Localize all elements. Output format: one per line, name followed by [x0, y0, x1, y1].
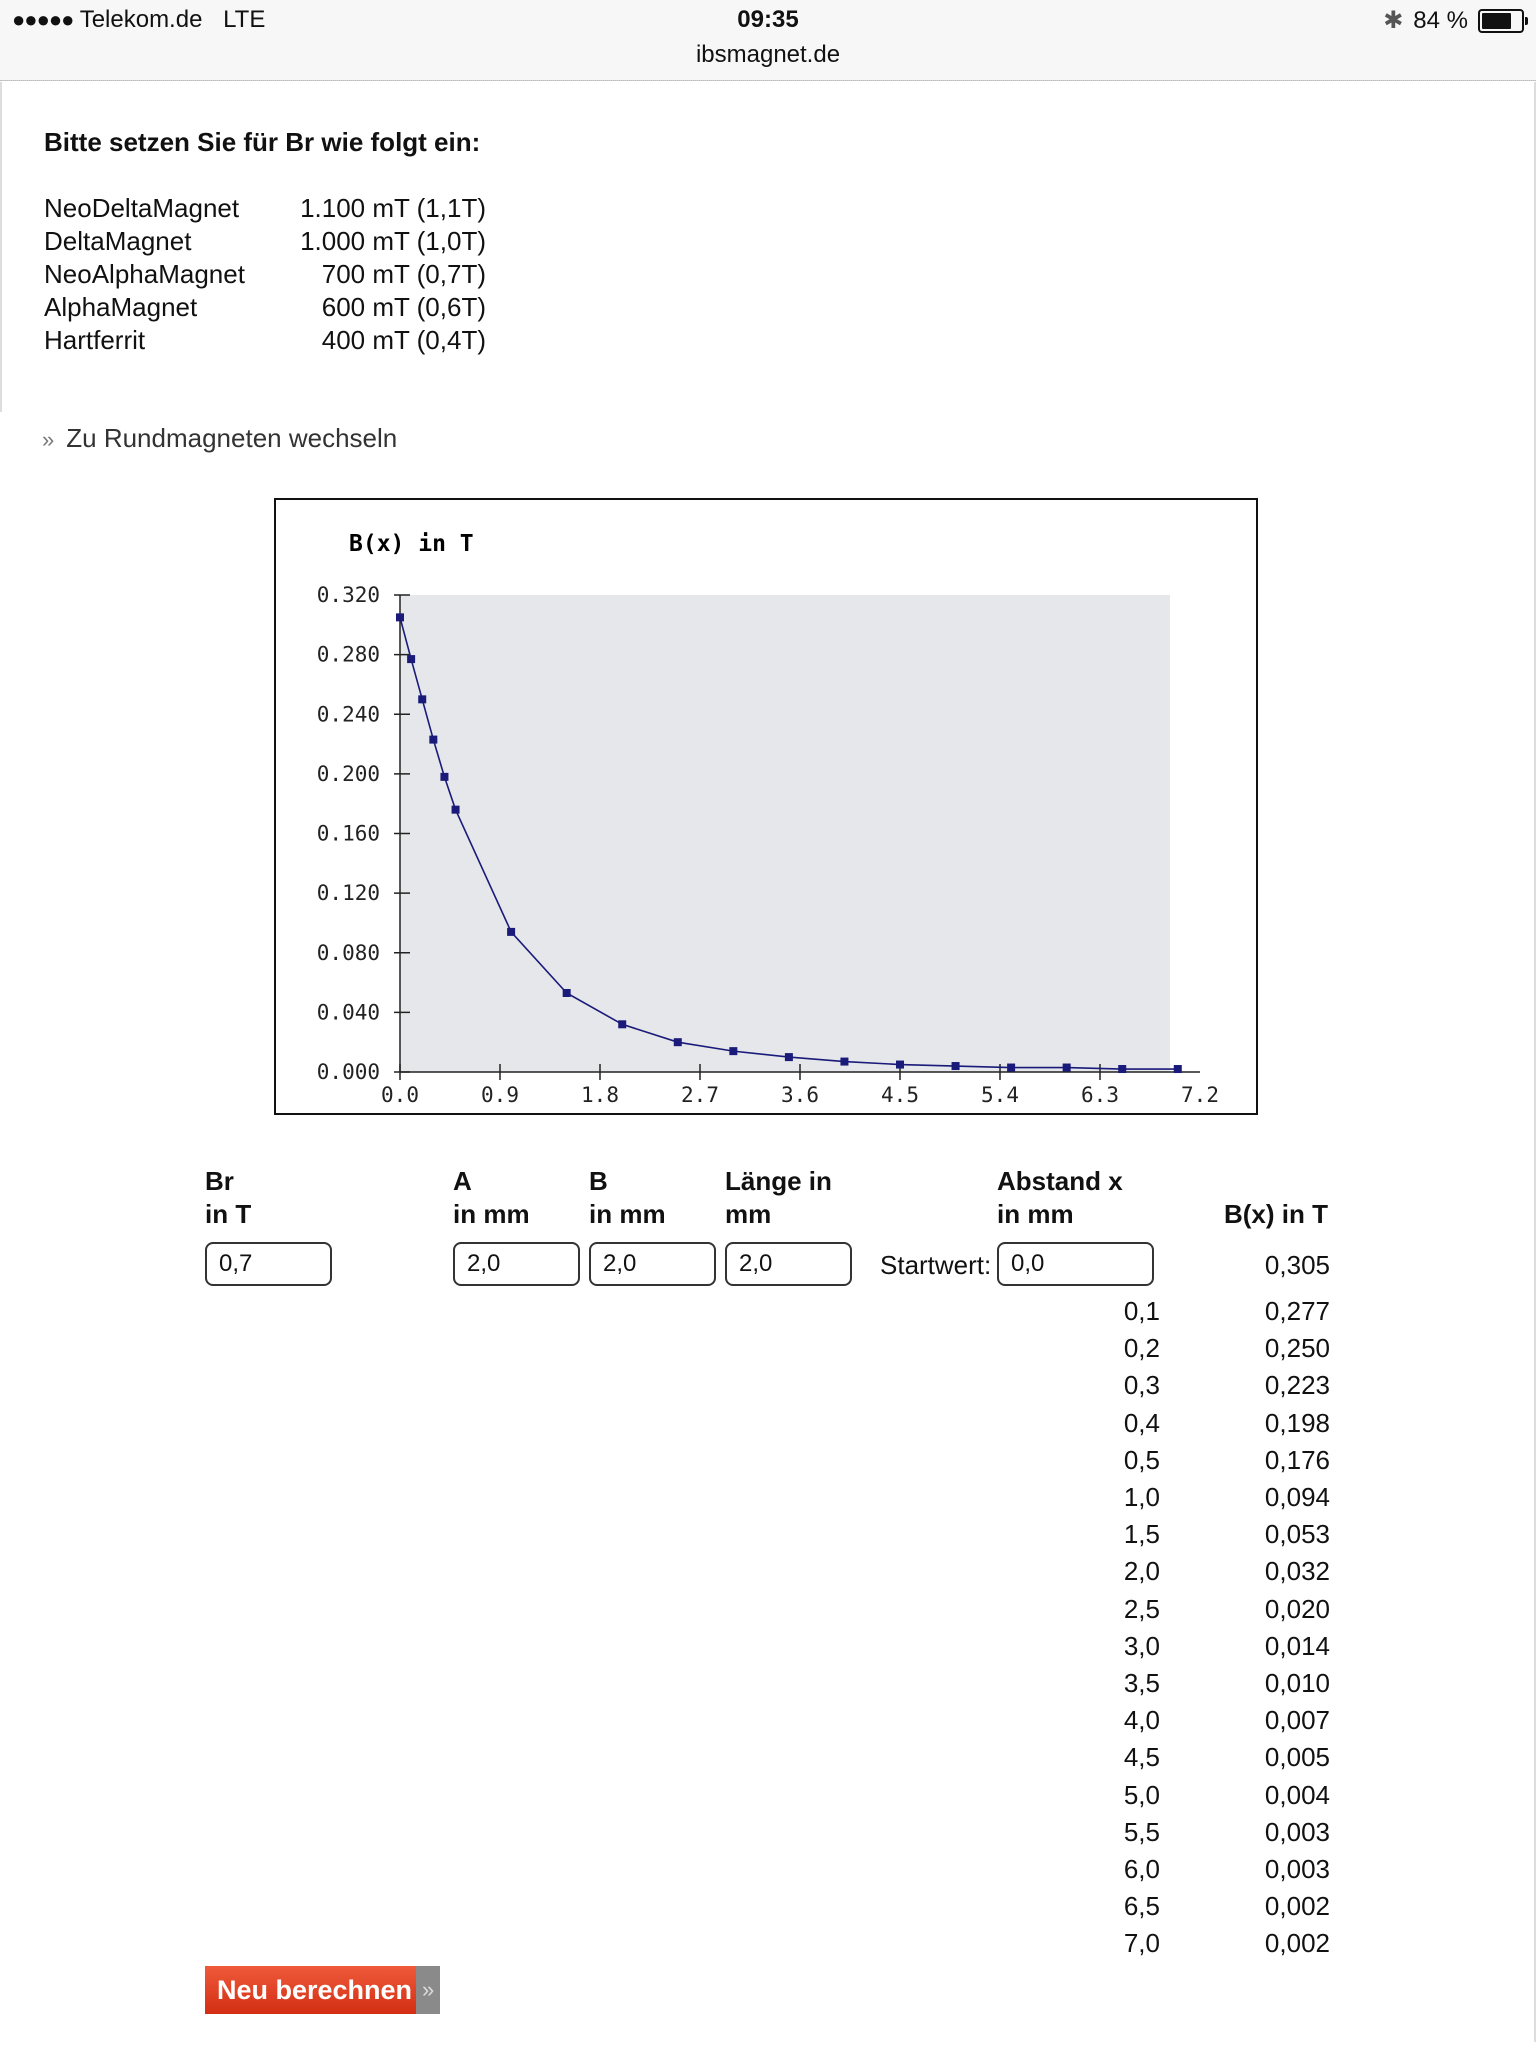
field-strength-chart	[274, 498, 1258, 1115]
br-instructions-title: Bitte setzen Sie für Br wie folgt ein:	[44, 127, 481, 157]
result-field-value: 0,053	[1264, 1519, 1330, 1550]
double-chevron-right-icon: »	[42, 427, 55, 452]
result-field-value: 0,004	[1264, 1779, 1330, 1810]
y-tick-label: 0.200	[316, 761, 380, 786]
result-distance: 3,0	[1123, 1630, 1160, 1661]
result-field-value: 0,002	[1264, 1891, 1330, 1922]
material-br-value: 700 mT (0,7T)	[321, 259, 486, 289]
result-distance: 0,3	[1123, 1370, 1160, 1401]
b-header-line1: B	[589, 1166, 608, 1196]
material-name: NeoAlphaMagnet	[44, 259, 245, 289]
length-header	[725, 1165, 832, 1231]
x-tick-label: 3.6	[781, 1083, 819, 1107]
length-input[interactable]	[725, 1242, 852, 1286]
data-point	[1063, 1064, 1071, 1072]
x-tick-label: 7.2	[1181, 1083, 1219, 1107]
x-tick-label: 1.8	[581, 1083, 619, 1107]
first-result-value: 0,305	[1264, 1250, 1330, 1280]
start-distance-input[interactable]	[997, 1242, 1154, 1286]
status-right	[1383, 6, 1524, 35]
data-point	[407, 655, 415, 663]
y-tick-label: 0.160	[316, 821, 380, 846]
material-br-value: 600 mT (0,6T)	[321, 292, 486, 322]
result-field-value: 0,005	[1264, 1742, 1330, 1773]
data-point	[618, 1020, 626, 1028]
material-table	[44, 192, 486, 357]
result-field-value: 0,198	[1264, 1407, 1330, 1438]
result-distance: 4,5	[1123, 1742, 1160, 1773]
result-header: B(x) in T	[1224, 1199, 1328, 1229]
result-field-value: 0,003	[1264, 1816, 1330, 1847]
battery-icon	[1478, 9, 1524, 33]
network-type: LTE	[223, 6, 266, 33]
result-distance: 1,0	[1123, 1482, 1160, 1512]
start-value-label: Startwert:	[880, 1250, 992, 1280]
x-tick-label: 5.4	[981, 1083, 1019, 1107]
result-field-value: 0,002	[1264, 1928, 1330, 1959]
length-header-line1: Länge in	[725, 1166, 832, 1196]
data-point	[396, 613, 404, 621]
material-row	[44, 258, 486, 291]
status-bar	[0, 0, 1536, 81]
result-distance: 3,5	[1123, 1668, 1160, 1698]
result-distance: 2,0	[1123, 1556, 1160, 1587]
result-distance: 5,5	[1123, 1816, 1160, 1847]
y-tick-label: 0.120	[316, 881, 380, 906]
data-point	[952, 1062, 960, 1070]
a-header-line2: in mm	[453, 1199, 530, 1229]
result-distance: 4,0	[1123, 1705, 1160, 1736]
x-tick-label: 2.7	[681, 1083, 719, 1107]
carrier-name: Telekom.de	[79, 6, 203, 33]
result-field-value: 0,032	[1264, 1556, 1330, 1587]
data-point	[563, 989, 571, 997]
data-point	[452, 806, 460, 814]
result-distance: 2,5	[1123, 1593, 1160, 1624]
result-field-value: 0,020	[1264, 1593, 1330, 1624]
br-header	[205, 1165, 251, 1231]
signal-strength-icon: ●●●●●	[12, 7, 74, 32]
x-tick-label: 6.3	[1081, 1083, 1119, 1107]
y-tick-label: 0.240	[316, 702, 380, 727]
header-divider	[0, 80, 1536, 82]
chart-svg	[276, 500, 1256, 1113]
chart-title: B(x) in T	[349, 531, 474, 557]
data-point	[840, 1058, 848, 1066]
a-header	[453, 1165, 530, 1231]
b-header	[589, 1165, 666, 1231]
recalculate-button-label: Neu berechnen	[205, 1966, 416, 2014]
recalculate-button[interactable]	[205, 1966, 440, 2014]
y-tick-label: 0.320	[316, 583, 380, 607]
result-distance: 0,2	[1123, 1333, 1160, 1364]
data-point	[418, 695, 426, 703]
y-tick-label: 0.000	[316, 1060, 380, 1084]
distance-header	[997, 1165, 1123, 1231]
distance-header-line1: Abstand x	[997, 1166, 1123, 1196]
material-br-value: 400 mT (0,4T)	[321, 325, 486, 355]
result-field-value: 0,010	[1264, 1668, 1330, 1698]
material-br-value: 1.000 mT (1,0T)	[300, 226, 486, 256]
distance-header-line2: in mm	[997, 1199, 1074, 1229]
material-name: DeltaMagnet	[44, 226, 192, 256]
result-field-value: 0,003	[1264, 1854, 1330, 1884]
address-bar-url[interactable]: ibsmagnet.de	[695, 41, 841, 68]
x-tick-label: 0.0	[381, 1083, 419, 1107]
br-header-line2: in T	[205, 1199, 252, 1229]
double-chevron-right-icon: »	[416, 1966, 440, 2014]
result-distance: 0,1	[1123, 1296, 1160, 1326]
result-field-value: 0,176	[1264, 1444, 1330, 1475]
material-name: NeoDeltaMagnet	[44, 193, 240, 223]
b-input[interactable]	[589, 1242, 716, 1286]
status-time: 09:35	[737, 6, 799, 33]
switch-link-label: Zu Rundmagneten wechseln	[66, 423, 398, 453]
data-point	[674, 1038, 682, 1046]
result-distance: 0,5	[1123, 1444, 1160, 1475]
data-point	[507, 928, 515, 936]
data-point	[896, 1061, 904, 1069]
x-tick-label: 4.5	[881, 1083, 919, 1107]
y-tick-label: 0.040	[316, 1000, 380, 1025]
result-field-value: 0,277	[1264, 1296, 1330, 1326]
material-name: AlphaMagnet	[44, 292, 198, 322]
result-distance: 1,5	[1123, 1519, 1160, 1550]
data-point	[1174, 1065, 1182, 1073]
b-header-line2: in mm	[589, 1199, 666, 1229]
br-input[interactable]	[205, 1242, 332, 1286]
material-row	[44, 291, 486, 324]
data-point	[729, 1047, 737, 1055]
result-field-value: 0,250	[1264, 1333, 1330, 1364]
data-point	[1118, 1065, 1126, 1073]
switch-to-round-magnets-link[interactable]	[42, 423, 397, 454]
result-field-value: 0,007	[1264, 1705, 1330, 1736]
result-distance: 6,0	[1123, 1854, 1160, 1884]
a-input[interactable]	[453, 1242, 580, 1286]
result-field-value: 0,223	[1264, 1370, 1330, 1401]
material-br-value: 1.100 mT (1,1T)	[300, 193, 486, 223]
data-point	[440, 773, 448, 781]
length-header-line2: mm	[725, 1199, 772, 1229]
br-header-line1: Br	[205, 1166, 234, 1196]
material-name: Hartferrit	[44, 325, 146, 355]
battery-percent: 84 %	[1413, 6, 1468, 34]
data-point	[1007, 1064, 1015, 1072]
y-tick-label: 0.280	[316, 642, 380, 667]
result-field-value: 0,014	[1264, 1630, 1330, 1661]
material-row	[44, 324, 486, 357]
x-tick-label: 0.9	[481, 1083, 519, 1107]
data-point	[785, 1053, 793, 1061]
result-field-value: 0,094	[1264, 1482, 1330, 1512]
result-distance: 0,4	[1123, 1407, 1160, 1438]
content-left-border	[0, 82, 2, 412]
bluetooth-icon: ✱	[1383, 7, 1404, 34]
material-row	[44, 192, 486, 225]
result-distance: 7,0	[1123, 1928, 1160, 1959]
result-distance: 5,0	[1123, 1779, 1160, 1810]
result-distance: 6,5	[1123, 1891, 1160, 1922]
a-header-line1: A	[453, 1166, 472, 1196]
battery-fill	[1482, 13, 1511, 29]
y-tick-label: 0.080	[316, 940, 380, 965]
data-point	[429, 736, 437, 744]
material-row	[44, 225, 486, 258]
plot-area	[400, 595, 1170, 1072]
